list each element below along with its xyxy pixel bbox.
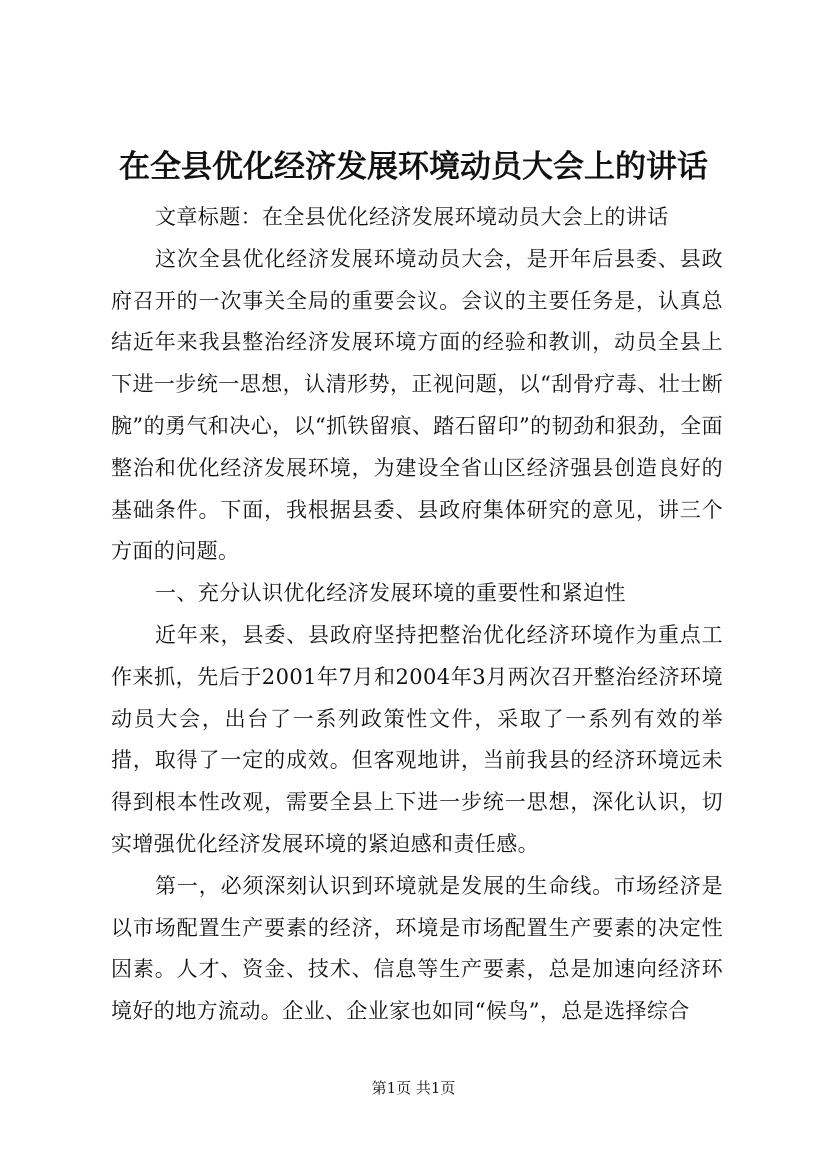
body-paragraph: 第一，必须深刻认识到环境就是发展的生命线。市场经济是以市场配置生产要素的经济，环境是市场配置生产要素的决定性因素。人才、资金、技术、信息等生产要素，总是加速向经济环境好的地方流动。企业、企业家也如同“候鸟”，总是选择综合 [111,873,723,1024]
body-paragraph: 近年来，县委、县政府坚持把整治优化经济环境作为重点工作来抓，先后于2001年7月和2004年3月两次召开整治经济环境动员大会，出台了一系列政策性文件，采取了一系列有效的举措，取得了一定的成效。但客观地讲，当前我县的经济环境远未得到根本性改观，需要全县上下进一步统一思想，深化认识，切实增强优化经济发展环境的紧迫感和责任感。 [111,622,723,856]
section-heading: 一、充分认识优化经济发展环境的重要性和紧迫性 [155,581,626,606]
document-title: 在全县优化经济发展环境动员大会上的讲话 [119,149,708,185]
opening-paragraph: 这次全县优化经济发展环境动员大会，是开年后县委、县政府召开的一次事关全局的重要会议。会议的主要任务是，认真总结近年来我县整治经济发展环境方面的经验和教训，动员全县上下进一步统一思想，认清形势，正视问题，以“刮骨疗毒、壮士断腕”的勇气和决心，以“抓铁留痕、踏石留印”的韧劲和狠劲，全面整治和优化经济发展环境，为建设全省山区经济强县创造良好的基础条件。下面，我根据县委、县政府集体研究的意见，讲三个方面的问题。 [111,246,723,564]
article-title-line: 文章标题：在全县优化经济发展环境动员大会上的讲话 [155,205,669,229]
document-body [111,197,723,1033]
page-number-footer: 第1页 共1页 [371,1079,456,1097]
